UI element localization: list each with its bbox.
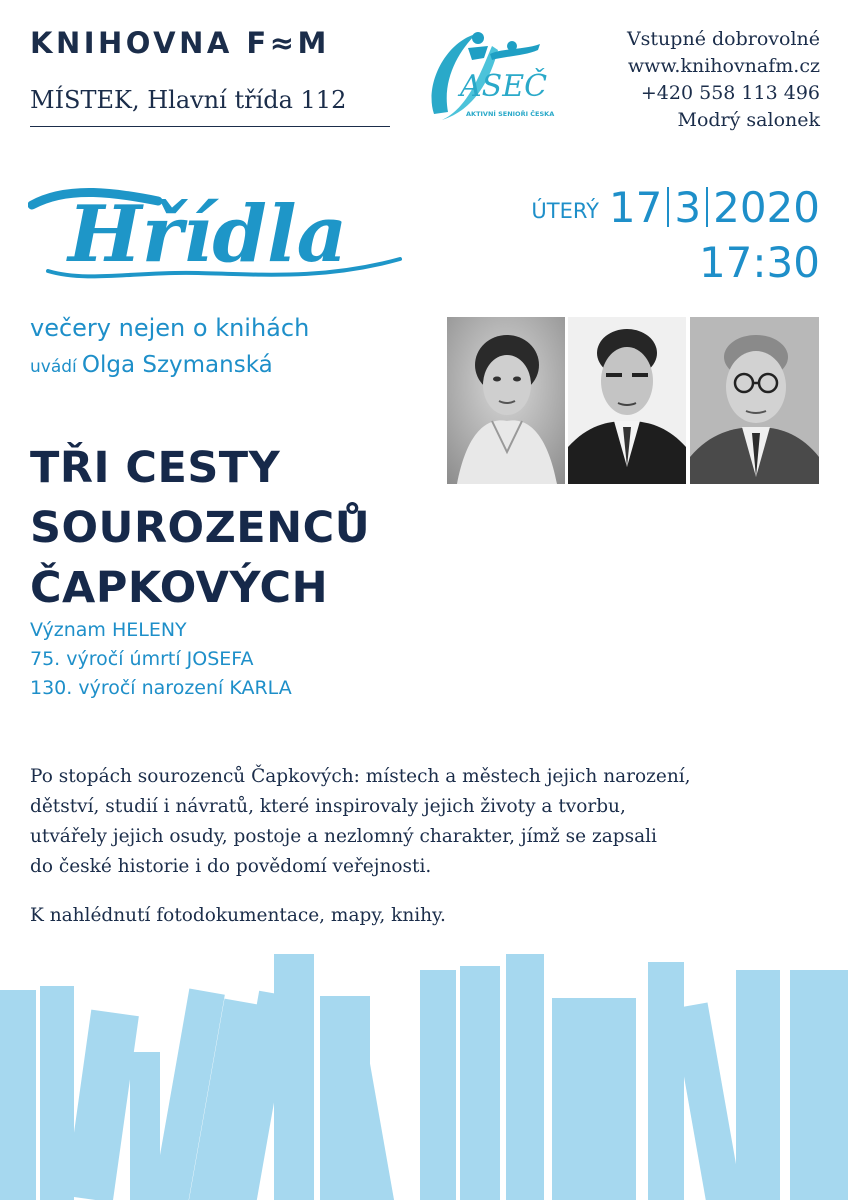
header-divider xyxy=(30,126,390,127)
book-spine xyxy=(460,966,500,1200)
book-spine xyxy=(65,1010,139,1200)
portrait-josef-photo xyxy=(690,317,819,484)
book-spine xyxy=(552,998,636,1200)
series-title: Hřídla xyxy=(68,189,348,280)
series-title-logo xyxy=(28,175,408,295)
phone-number: +420 558 113 496 xyxy=(640,82,820,104)
date-separator xyxy=(706,187,708,227)
event-title-line-1: TŘI CESTY xyxy=(30,443,281,493)
description-line: dětství, studií i návratů, které inspirovaly jejich životy a tvorbu, xyxy=(30,796,626,817)
room-name: Modrý salonek xyxy=(677,109,820,131)
event-title-line-3: ČAPKOVÝCH xyxy=(30,563,329,613)
logo-wordmark: ASEČ xyxy=(460,69,548,104)
entry-fee: Vstupné dobrovolné xyxy=(626,28,820,50)
library-name: KNIHOVNA F≈M xyxy=(30,26,330,60)
bookshelf-decoration xyxy=(0,940,848,1200)
event-date xyxy=(531,183,820,232)
asec-logo xyxy=(428,24,568,130)
library-address: MÍSTEK, Hlavní třída 112 xyxy=(30,86,347,114)
book-spine xyxy=(790,970,848,1200)
event-title-line-2: SOUROZENCŮ xyxy=(30,503,371,553)
book-spine xyxy=(40,986,74,1200)
exhibition-note: K nahlédnutí fotodokumentace, mapy, knihy. xyxy=(30,905,446,926)
event-title xyxy=(30,438,370,618)
event-description xyxy=(30,762,691,882)
event-day: 17 xyxy=(608,183,663,232)
book-spine xyxy=(420,970,456,1200)
book-spine xyxy=(736,970,780,1200)
portrait-helena-photo xyxy=(447,317,565,484)
event-datetime xyxy=(531,183,820,287)
description-line: do české historie i do povědomí veřejnosti. xyxy=(30,856,432,877)
event-year: 2020 xyxy=(713,183,820,232)
website-link[interactable]: www.knihovnafm.cz xyxy=(627,55,820,77)
host-prefix: uvádí xyxy=(30,357,77,377)
date-separator xyxy=(667,187,669,227)
book-spine xyxy=(506,954,544,1200)
host-name: Olga Szymanská xyxy=(81,352,273,378)
description-line: Po stopách sourozenců Čapkových: místech a městech jejich narození, xyxy=(30,766,691,787)
event-month: 3 xyxy=(674,183,702,232)
host-line xyxy=(30,352,273,378)
detail-line: 130. výročí narození KARLA xyxy=(30,677,292,699)
event-details xyxy=(30,616,292,703)
detail-line: 75. výročí úmrtí JOSEFA xyxy=(30,648,254,670)
event-weekday: ÚTERÝ xyxy=(531,199,599,223)
description-line: utvářely jejich osudy, postoje a nezlomný charakter, jímž se zapsali xyxy=(30,826,657,847)
book-spine xyxy=(0,990,36,1200)
event-time: 17:30 xyxy=(698,238,820,287)
portrait-karel-photo xyxy=(568,317,686,484)
book-spine xyxy=(648,962,684,1200)
detail-line: Význam HELENY xyxy=(30,619,187,641)
series-subtitle: večery nejen o knihách xyxy=(30,314,310,342)
book-spine xyxy=(130,1052,160,1200)
info-block xyxy=(627,26,820,134)
book-spine xyxy=(274,954,314,1200)
logo-caption: AKTIVNÍ SENIOŘI ČESKA xyxy=(466,110,555,118)
